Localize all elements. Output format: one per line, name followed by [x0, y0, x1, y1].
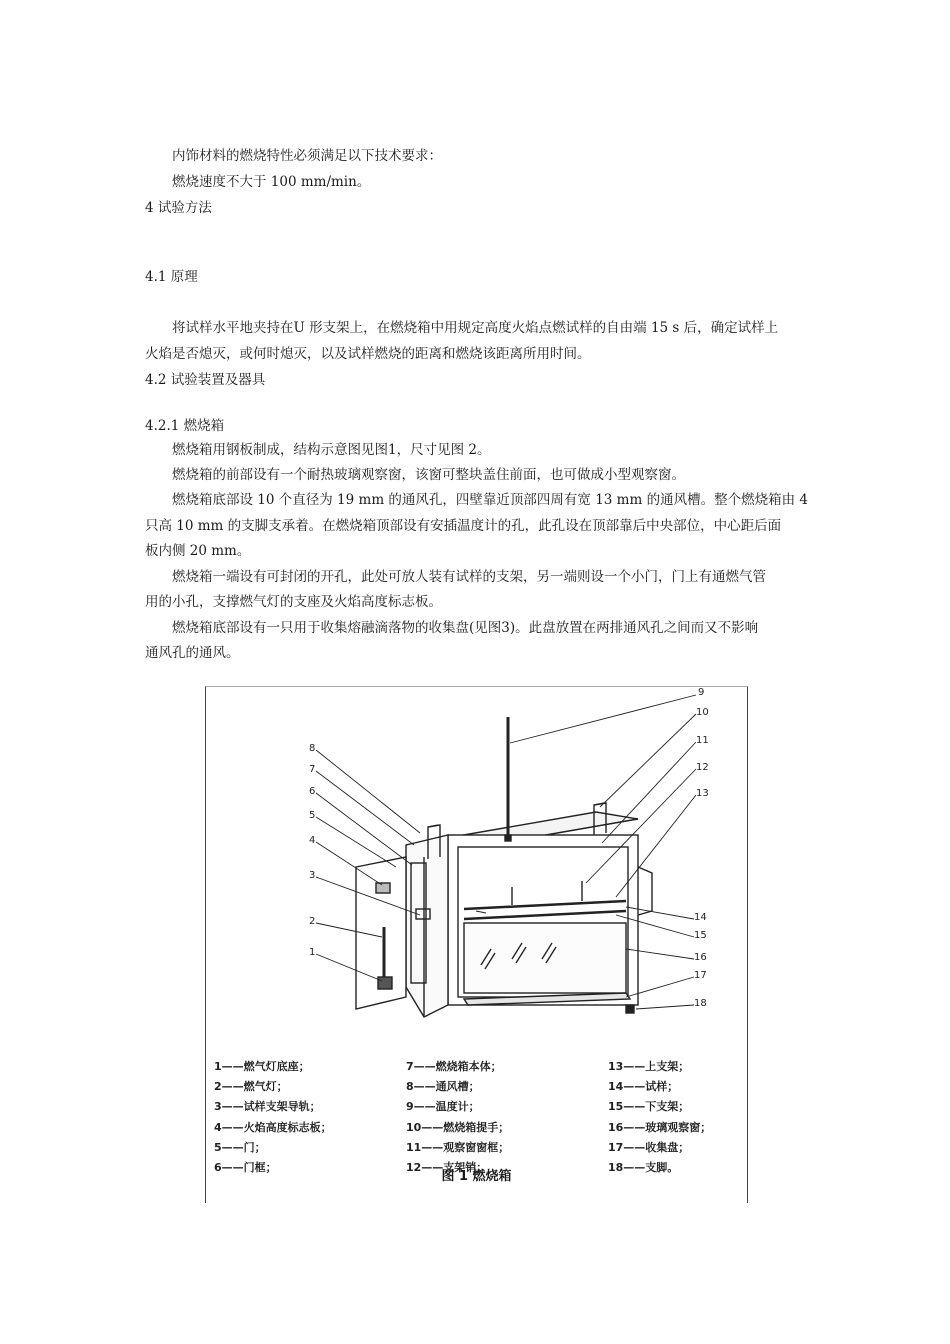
callout-number: 3 — [309, 870, 316, 881]
paragraph-line: 火焰是否熄灭，或何时熄灭，以及试样燃烧的距离和燃烧该距离所用时间。 — [145, 346, 591, 362]
legend-item: 16——玻璃观察窗； — [608, 1120, 712, 1134]
legend-item: 5——门； — [214, 1140, 266, 1154]
callout-number: 7 — [309, 764, 316, 775]
callout-number: 5 — [309, 810, 316, 821]
paragraph-line: 只高 10 mm 的支脚支承着。在燃烧箱顶部设有安插温度计的孔，此孔设在顶部靠后中央部位，中心距后面 — [145, 518, 782, 534]
paragraph-line: 板内侧 20 mm。 — [145, 543, 251, 559]
legend-item: 12——支架销； — [406, 1160, 488, 1174]
callout-number: 12 — [696, 762, 709, 773]
legend-item: 6——门框； — [214, 1160, 277, 1174]
callout-number: 11 — [696, 735, 709, 746]
section-heading: 4.1 原理 — [145, 269, 198, 285]
paragraph-line: 燃烧箱底部设有一只用于收集熔融滴落物的收集盘(见图3)。此盘放置在两排通风孔之间而又不影响 — [172, 620, 759, 636]
legend-item: 17——收集盘； — [608, 1140, 690, 1154]
figure-combustion-box — [205, 686, 748, 1203]
paragraph-line: 用的小孔，支撑燃气灯的支座及火焰高度标志板。 — [145, 594, 442, 610]
callout-number: 4 — [309, 835, 316, 846]
legend-item: 11——观察窗窗框； — [406, 1140, 510, 1154]
callout-number: 17 — [694, 970, 707, 981]
callout-number: 6 — [309, 786, 316, 797]
section-heading: 4.2.1 燃烧箱 — [145, 418, 225, 434]
paragraph-line: 燃烧箱底部设 10 个直径为 19 mm 的通风孔，四壁靠近顶部四周有宽 13 mm 的通风槽。整个燃烧箱由 4 — [172, 492, 808, 508]
legend-item: 13——上支架； — [608, 1060, 690, 1073]
paragraph-line: 燃烧箱的前部设有一个耐热玻璃观察窗，该窗可整块盖住前面，也可做成小型观察窗。 — [172, 467, 685, 483]
legend-item: 3——试样支架导轨； — [214, 1100, 321, 1114]
paragraph-line: 燃烧箱一端设有可封闭的开孔，此处可放人装有试样的支架，另一端则设一个小门，门上有通燃气管 — [172, 569, 766, 585]
legend-item: 10——燃烧箱提手； — [406, 1120, 510, 1134]
callout-number: 18 — [694, 998, 707, 1009]
legend-item: 4——火焰高度标志板； — [214, 1120, 332, 1134]
callout-number: 14 — [694, 912, 707, 923]
callout-number: 15 — [694, 930, 707, 941]
callout-number: 9 — [698, 687, 705, 698]
callout-number: 16 — [694, 952, 707, 963]
legend-item: 9——温度计； — [406, 1100, 480, 1114]
section-heading: 4 试验方法 — [145, 200, 212, 216]
figure-caption: 图 1 燃烧箱 — [441, 1169, 512, 1184]
paragraph-line: 内饰材料的燃烧特性必须满足以下技术要求： — [172, 148, 442, 164]
legend-item: 8——通风槽； — [406, 1080, 480, 1094]
paragraph-line: 燃烧箱用钢板制成，结构示意图见图1，尺寸见图 2。 — [172, 442, 491, 458]
legend-item: 15——下支架； — [608, 1100, 690, 1114]
callout-number: 1 — [309, 947, 316, 958]
legend-item: 7——燃烧箱本体； — [406, 1060, 502, 1073]
callout-number: 8 — [309, 743, 316, 754]
section-heading: 4.2 试验装置及器具 — [145, 372, 266, 388]
legend-item: 2——燃气灯； — [214, 1080, 288, 1094]
legend-item: 1——燃气灯底座； — [214, 1060, 310, 1073]
callout-number: 13 — [696, 788, 709, 799]
legend-item: 14——试样； — [608, 1080, 679, 1094]
callout-number: 2 — [309, 916, 316, 927]
paragraph-line: 通风孔的通风。 — [145, 645, 240, 661]
paragraph-line: 燃烧速度不大于 100 mm/min。 — [172, 174, 371, 190]
legend-item: 18——支脚。 — [608, 1160, 679, 1174]
paragraph-line: 将试样水平地夹持在U 形支架上，在燃烧箱中用规定高度火焰点燃试样的自由端 15 s 后，确定试样上 — [172, 320, 779, 336]
callout-number: 10 — [696, 707, 709, 718]
